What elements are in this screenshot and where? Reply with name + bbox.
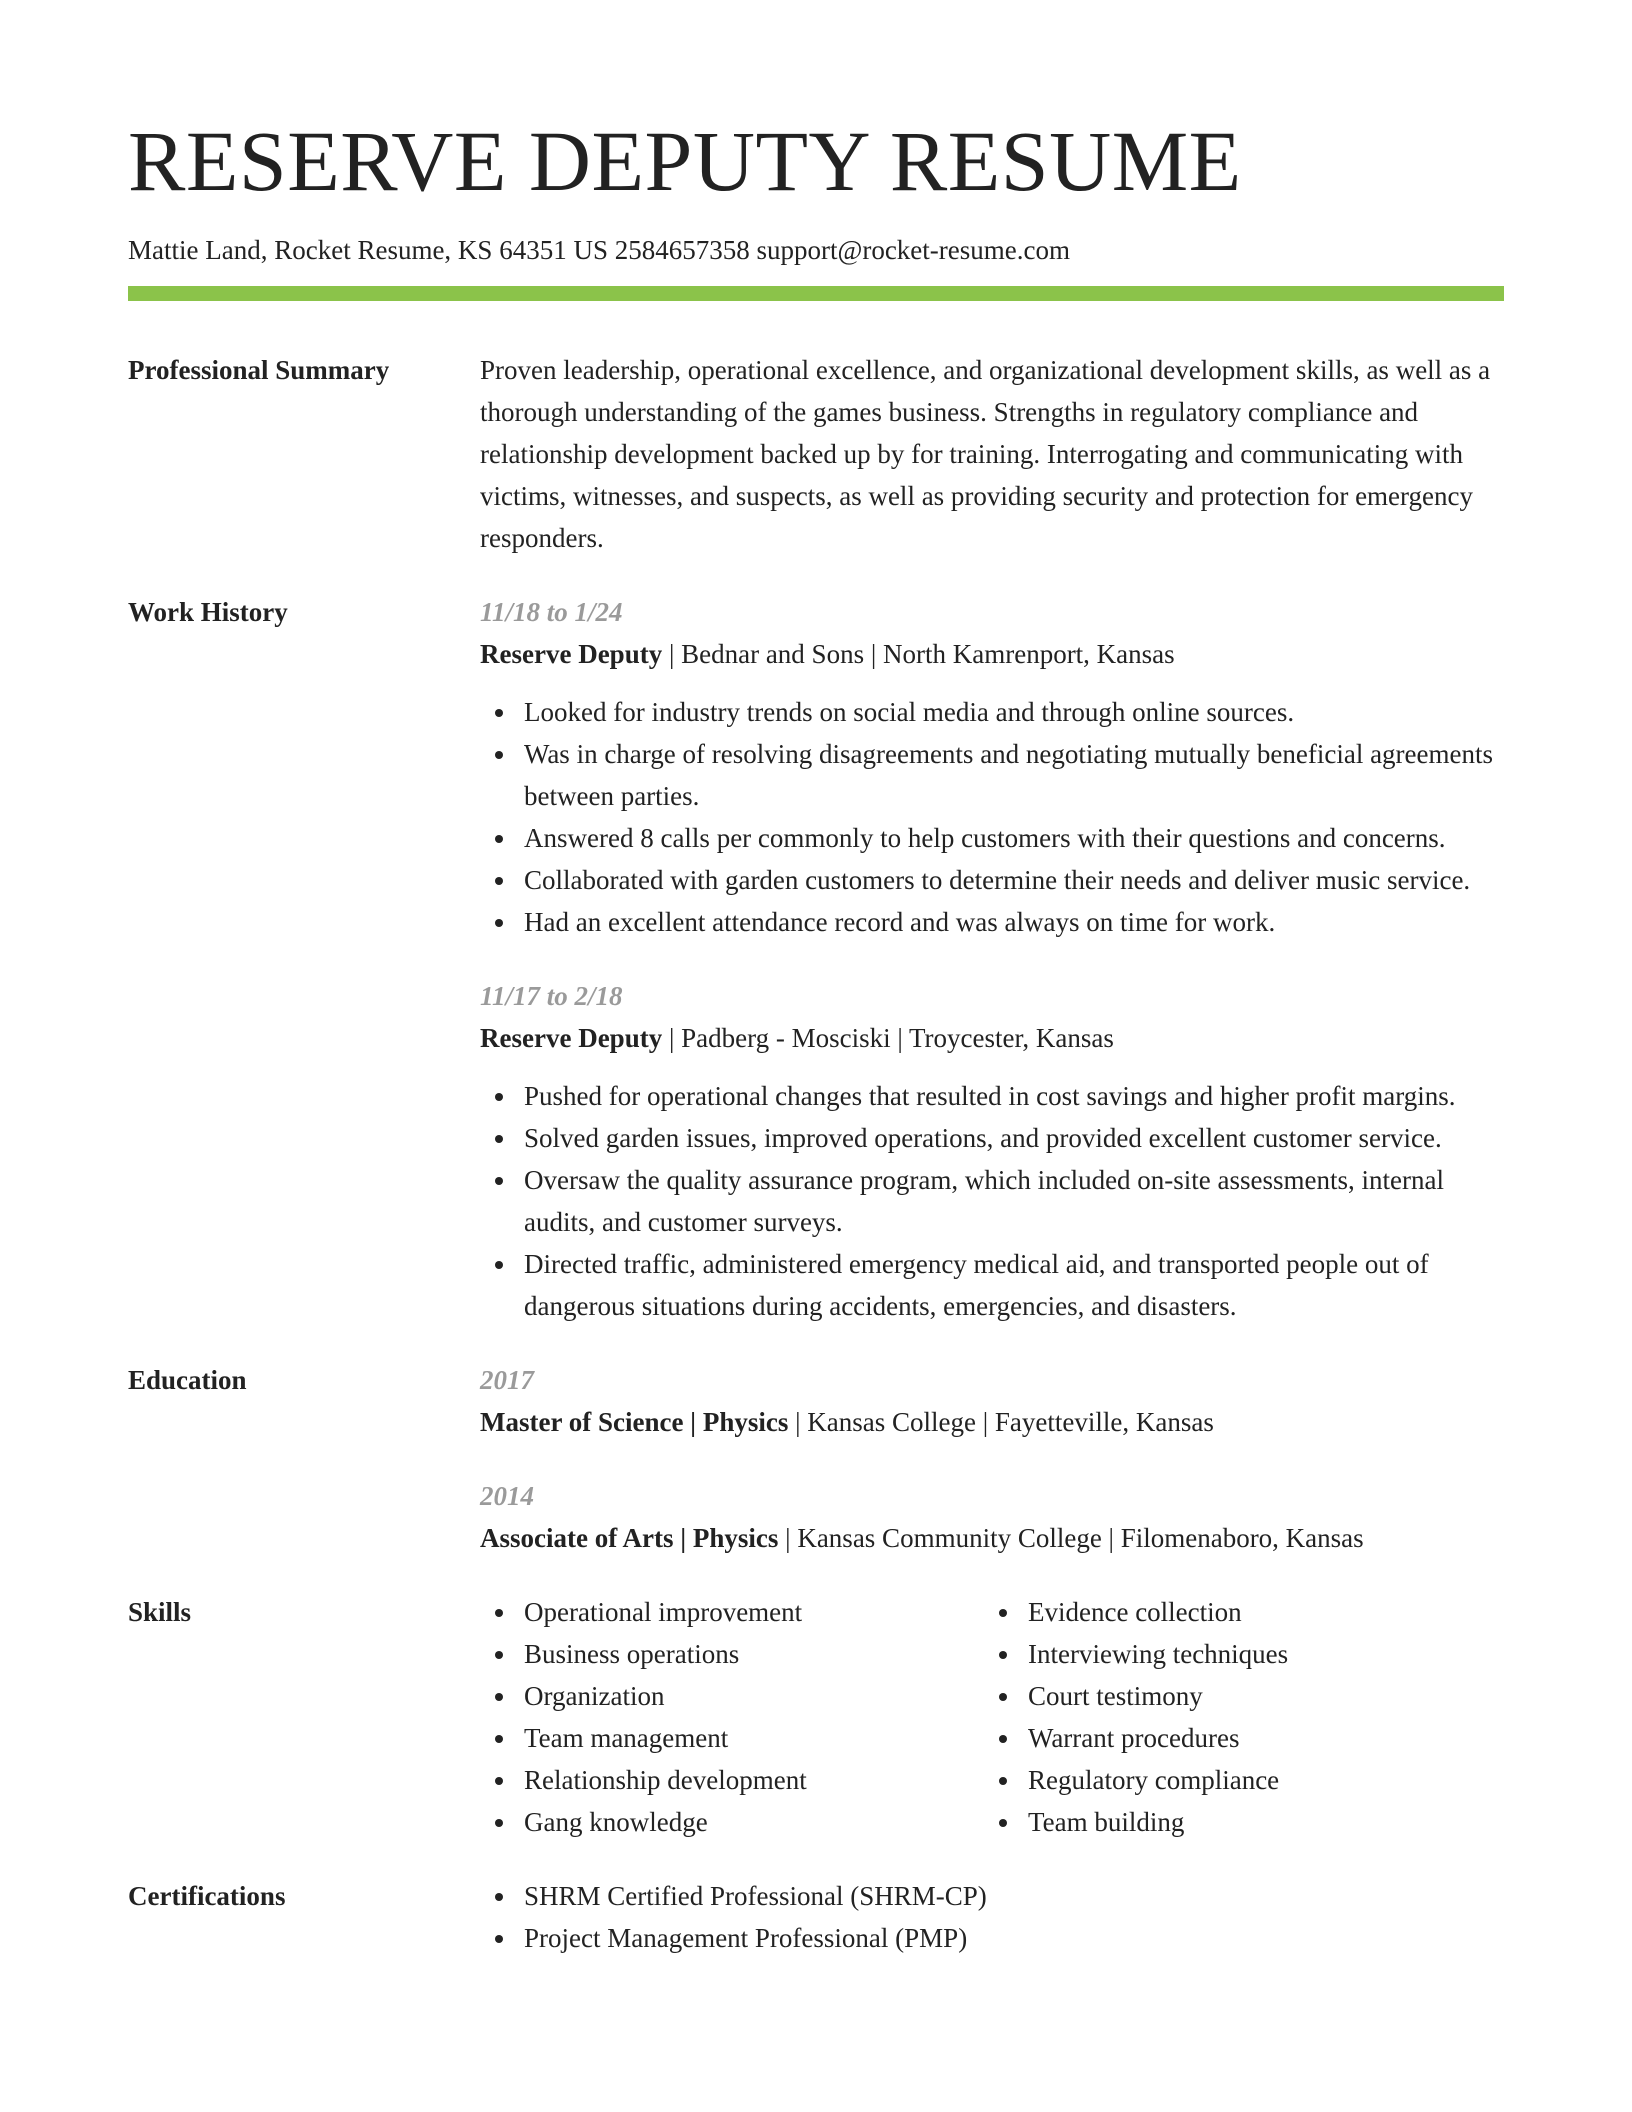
job-dates: 11/17 to 2/18 — [480, 981, 623, 1011]
skill-item: Organization — [480, 1675, 984, 1717]
section-content — [480, 591, 1504, 1327]
skill-item: Regulatory compliance — [984, 1759, 1488, 1801]
skill-item: Court testimony — [984, 1675, 1488, 1717]
section-content — [480, 1875, 1504, 1959]
education-entry — [480, 1359, 1504, 1443]
job-bullet: Had an excellent attendance record and was always on time for work. — [480, 901, 1504, 943]
job-title: Reserve Deputy — [480, 1023, 663, 1053]
skill-item: Business operations — [480, 1633, 984, 1675]
job-details: | Padberg - Mosciski | Troycester, Kansas — [662, 1023, 1114, 1053]
job-entry — [480, 975, 1504, 1327]
job-bullets — [480, 691, 1504, 943]
summary-section — [128, 349, 1504, 559]
education-details: | Kansas College | Fayetteville, Kansas — [788, 1407, 1214, 1437]
job-bullet: Looked for industry trends on social media and through online sources. — [480, 691, 1504, 733]
section-label: Certifications — [128, 1881, 286, 1911]
job-bullet: Was in charge of resolving disagreements and negotiating mutually beneficial agreements between parties. — [480, 733, 1504, 817]
skill-item: Relationship development — [480, 1759, 984, 1801]
job-bullets — [480, 1075, 1504, 1327]
section-content — [480, 349, 1504, 559]
skill-item: Warrant procedures — [984, 1717, 1488, 1759]
skills-grid — [480, 1591, 1504, 1843]
certifications-section — [128, 1875, 1504, 1959]
job-bullet: Solved garden issues, improved operations, and provided excellent customer service. — [480, 1117, 1504, 1159]
education-year: 2017 — [480, 1365, 534, 1395]
job-role-line — [480, 633, 1504, 675]
section-label: Professional Summary — [128, 355, 390, 385]
education-line — [480, 1401, 1504, 1443]
job-bullet: Oversaw the quality assurance program, which included on-site assessments, internal audits, and customer surveys. — [480, 1159, 1504, 1243]
job-bullet: Pushed for operational changes that resulted in cost savings and higher profit margins. — [480, 1075, 1504, 1117]
section-label: Skills — [128, 1597, 192, 1627]
contact-location: Rocket Resume, KS 64351 US — [274, 235, 608, 265]
resume-sections — [128, 349, 1504, 1959]
job-bullet: Answered 8 calls per commonly to help customers with their questions and concerns. — [480, 817, 1504, 859]
certifications-list — [480, 1875, 1504, 1959]
job-details: | Bednar and Sons | North Kamrenport, Kansas — [662, 639, 1175, 669]
education-degree: Master of Science | Physics — [480, 1407, 789, 1437]
certification-item: SHRM Certified Professional (SHRM-CP) — [480, 1875, 1504, 1917]
education-entry — [480, 1475, 1504, 1559]
job-title: Reserve Deputy — [480, 639, 663, 669]
skill-item: Operational improvement — [480, 1591, 984, 1633]
skill-item: Gang knowledge — [480, 1801, 984, 1843]
accent-divider — [128, 286, 1504, 301]
section-content — [480, 1359, 1504, 1559]
skill-item: Interviewing techniques — [984, 1633, 1488, 1675]
certification-item: Project Management Professional (PMP) — [480, 1917, 1504, 1959]
job-role-line — [480, 1017, 1504, 1059]
contact-line — [128, 232, 1070, 268]
skills-column — [984, 1591, 1488, 1843]
contact-phone: 2584657358 — [614, 235, 750, 265]
job-dates: 11/18 to 1/24 — [480, 597, 623, 627]
education-degree: Associate of Arts | Physics — [480, 1523, 779, 1553]
skills-section — [128, 1591, 1504, 1843]
section-label: Work History — [128, 597, 288, 627]
education-details: | Kansas Community College | Filomenaboro, Kansas — [778, 1523, 1364, 1553]
education-year: 2014 — [480, 1481, 534, 1511]
education-section — [128, 1359, 1504, 1559]
summary-text: Proven leadership, operational excellence, and organizational development skills, as well as a thorough understanding of the games business. Strengths in regulatory compliance and relationship development backed up by for training. Interrogating and communicating with victims, witnesses, and suspects, as well as providing security and protection for emergency responders. — [480, 355, 1491, 553]
resume-title: RESERVE DEPUTY RESUME — [128, 113, 1242, 209]
skill-item: Team management — [480, 1717, 984, 1759]
job-entry — [480, 591, 1504, 943]
work-history-section — [128, 591, 1504, 1327]
skills-column — [480, 1591, 984, 1843]
contact-name: Mattie Land, — [128, 235, 268, 265]
job-bullet: Collaborated with garden customers to determine their needs and deliver music service. — [480, 859, 1504, 901]
job-bullet: Directed traffic, administered emergency medical aid, and transported people out of dangerous situations during accidents, emergencies, and disasters. — [480, 1243, 1504, 1327]
contact-email[interactable]: support@rocket-resume.com — [756, 235, 1070, 265]
skill-item: Evidence collection — [984, 1591, 1488, 1633]
skill-item: Team building — [984, 1801, 1488, 1843]
section-label: Education — [128, 1365, 247, 1395]
education-line — [480, 1517, 1504, 1559]
